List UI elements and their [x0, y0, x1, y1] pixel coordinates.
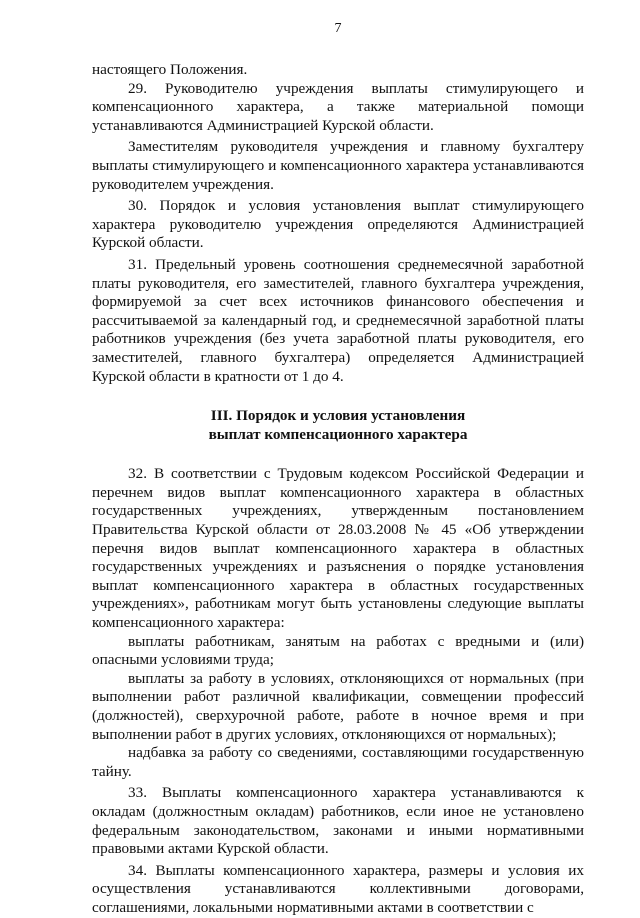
list-item-abnormal-conditions: выплаты за работу в условиях, отклоняющихся от нормальных (при выполнении работ различной квалификации, совмещении профессий (должностей), сверхурочной работе, работе в ночное время и при выполнении работ в других условиях, отклоняющихся от нормальных); — [92, 669, 584, 743]
page-number: 7 — [334, 21, 342, 36]
paragraph-30: 30. Порядок и условия установления выплат стимулирующего характера руководителю учреждения определяются Администрацией Курской области. — [92, 197, 584, 252]
paragraph-29: 29. Руководителю учреждения выплаты стимулирующего и компенсационного характера, а также материальной помощи устанавливаются Администрацией Курской области. — [92, 79, 584, 134]
list-item-harmful-conditions: выплаты работникам, занятым на работах с вредными и (или) опасными условиями труда; — [92, 632, 584, 669]
paragraph-32: 32. В соответствии с Трудовым кодексом Российской Федерации и перечнем видов выплат компенсационного характера в областных государственных учреждениях, утвержденным постановлением Правительства Курской области от 28.03.2008 № 45 «Об утверждении перечня видов выплат компенсационного характера в областных государственных учреждениях и разъяснения о порядке установления выплат компенсационного характера в областных государственных учреждениях», работникам могут быть установлены следующие выплаты компенсационного характера: — [92, 465, 584, 632]
paragraph-33: 33. Выплаты компенсационного характера устанавливаются к окладам (должностным окладам) работников, если иное не установлено федеральным законодательством, законами и иными нормативными правовыми актами Курской области. — [92, 784, 584, 858]
list-item-state-secret: надбавка за работу со сведениями, составляющими государственную тайну. — [92, 744, 584, 780]
paragraph-29-deputies: Заместителям руководителя учреждения и главному бухгалтеру выплаты стимулирующего и компенсационного характера устанавливаются руководителем учреждения. — [92, 138, 584, 193]
section-heading-line-2: выплат компенсационного характера — [208, 425, 468, 443]
paragraph-continuation: настоящего Положения. — [92, 61, 248, 78]
paragraph-34: 34. Выплаты компенсационного характера, размеры и условия их осуществления устанавливаются коллективными договорами, соглашениями, локальными нормативными актами в соответствии с — [92, 861, 584, 916]
paragraph-31: 31. Предельный уровень соотношения среднемесячной заработной платы руководителя, его заместителей, главного бухгалтера учреждения, формируемой за счет всех источников финансового обеспечения и рассчитываемой за календарный год, и среднемесячной заработной платы работников учреждения (без учета заработной платы руководителя, его заместителей, главного бухгалтера) определяется Администрацией Курской области в кратности от 1 до 4. — [92, 255, 584, 385]
document-body — [92, 61, 584, 918]
section-heading-line-1: III. Порядок и условия установления — [210, 407, 466, 425]
section-heading — [92, 407, 584, 444]
